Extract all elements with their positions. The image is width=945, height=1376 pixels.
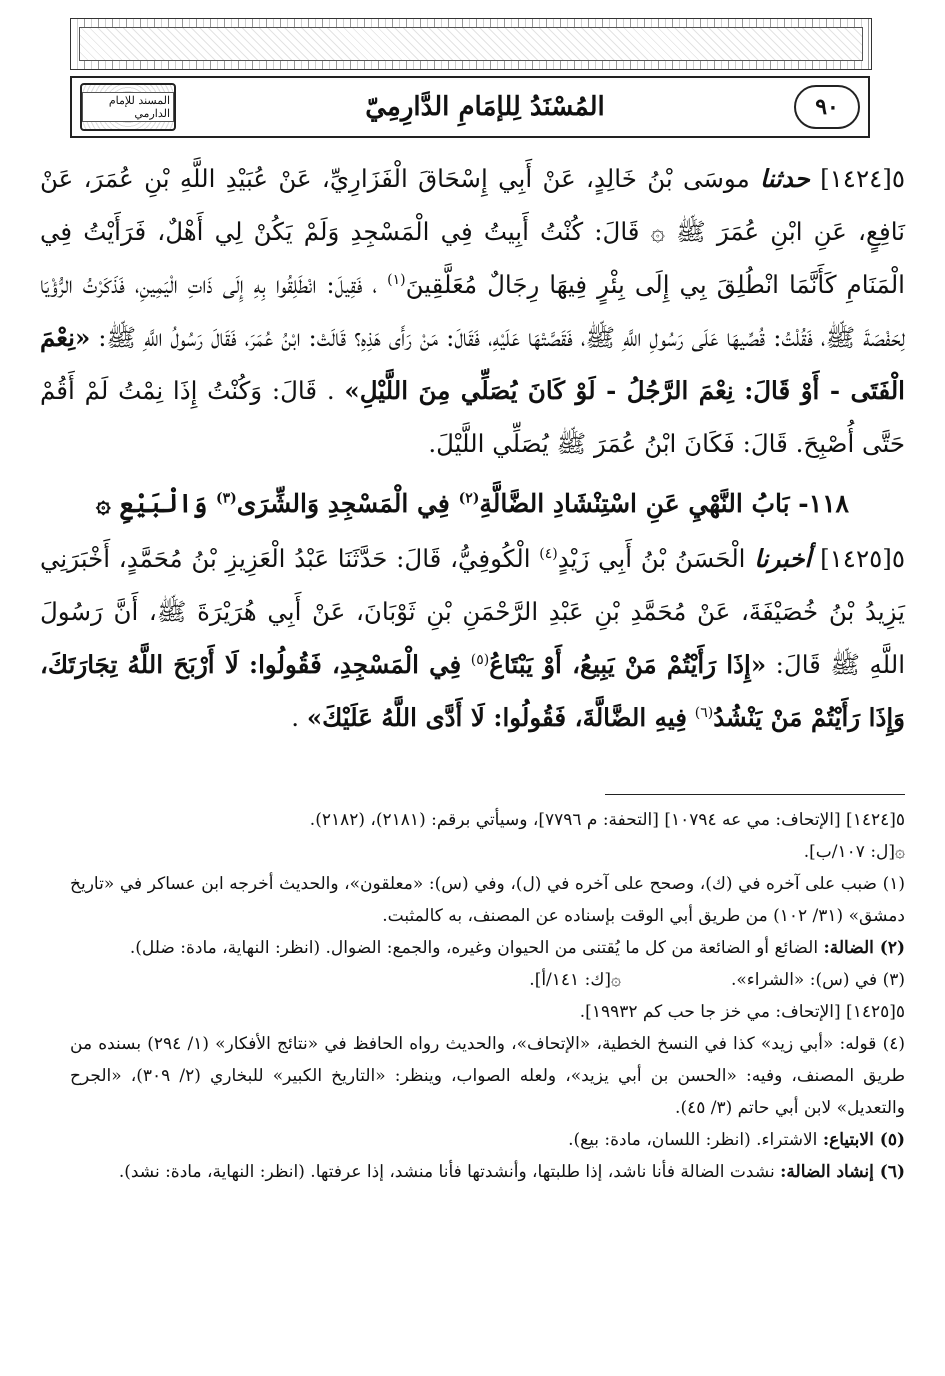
footnote-3-row <box>70 964 905 996</box>
footnote-manuscript-ref: ۞[ك: ١٤١/أ]. <box>529 970 621 990</box>
chapter-title: فِي الْمَسْجِدِ وَالشِّرَى <box>236 489 450 518</box>
footnotes <box>70 804 905 1188</box>
footnote-ref-2[interactable]: (٢) <box>458 490 480 507</box>
footnote-ref-3[interactable]: (٣) <box>215 490 237 507</box>
book-emblem-icon <box>80 83 176 131</box>
footnote-text: الاشتراء. (انظر: اللسان، مادة: بيع). <box>568 1130 818 1150</box>
narration-verb: أخبرنا <box>754 544 812 573</box>
chapter-heading <box>40 482 905 526</box>
footnote-1: (١) ضبب على آخره في (ك)، وصحح على آخره في (ل)، وفي (س): «معلقون»، والحديث أخرجه ابن عساكر في «تاريخ دمشق» (٣١/ ١٠٢) من طريق أبي الوقت بإسناده عن المصنف، به كالمثبت. <box>70 874 905 926</box>
footnote-text: نشدت الضالة فأنا ناشد، إذا طلبتها، وأنشدتها فأنا منشد، إذا عرفتها. (انظر: النهاية، مادة: نشد). <box>118 1162 775 1182</box>
hadith-text: . قَالَ: وَكُنْتُ إِذَا نِمْتُ لَمْ أَقُمْ حَتَّى أُصْبِحَ. قَالَ: فَكَانَ ابْنُ عُمَرَ ﷺ يُصَلِّي اللَّيْلَ. <box>40 376 905 458</box>
prophetic-quote: «نِعْمَ الْفَتَى - أَوْ قَالَ: نِعْمَ الرَّجُلُ - لَوْ كَانَ يُصَلِّي مِنَ اللَّيْلِ» <box>40 323 905 405</box>
footnote-term: (٥) الابتياع: <box>822 1130 905 1150</box>
hadith-1424 <box>40 152 905 470</box>
page-header <box>70 76 870 138</box>
hadith-text: الْحَسَنُ بْنُ أَبِي زَيْدٍ <box>557 544 746 573</box>
hadith-end: . <box>291 703 300 732</box>
footnote-4: (٤) قوله: «أبي زيد» كذا في النسخ الخطية، «الإتحاف»، والحديث رواه الحافظ في «نتائج الأفكار» (١/ ٢٩٤) بسنده من طريق المصنف، وفيه: «الحسن بن أبي يزيد»، ولعله الصواب، وينظر: «التاريخ الكبير» للبخاري (٢/ ٣٠٩)، «الجرح والتعديل» لابن أبي حاتم (٣/ ٤٥). <box>70 1034 906 1118</box>
footnote-5 <box>70 1124 905 1156</box>
footnote-ref-5[interactable]: (٥) <box>470 651 490 668</box>
hadith-text: موسَى بْنُ خَالِدٍ، عَنْ أَبِي إِسْحَاقَ الْفَزَارِيِّ، عَنْ عُبَيْدِ اللَّهِ بْنِ عُمَرَ، عَنْ نَافِعٍ، عَنِ ابْنِ عُمَرَ ﷺ ۞ قَالَ: كُنْتُ أَبِيتُ فِي الْمَسْجِدِ وَلَمْ يَكُنْ لِي أَهْلٌ، فَرَأَيْتُ فِي الْمَنَامِ كَأَنَّمَا انْطُلِقَ بِي إِلَى بِئْرٍ فِيهَا رِجَالٌ مُعَلَّقِينَ <box>40 164 905 299</box>
footnote-divider <box>605 794 905 795</box>
footnote-hadith-1424: ٥[١٤٢٤] [الإتحاف: مي عه ١٠٧٩٤] [التحفة: م ٧٧٩٦]، وسيأتي برقم: (٢١٨١)، (٢١٨٢). <box>309 810 905 830</box>
footnote-ref-4[interactable]: (٤) <box>539 545 558 562</box>
footnote-3: (٣) في (س): «الشراء». <box>730 970 905 990</box>
prophetic-quote: فِي الْمَسْجِدِ، فَقُولُوا: لَا أَرْبَحَ اللَّهُ تِجَارَتَكَ، وَإِذَا رَأَيْتُمْ مَنْ يَنْشُدُ <box>40 650 905 732</box>
hadith-number: ٥[١٤٢٥] <box>820 544 905 573</box>
book-title: المُسْنَدُ لِلإمَامِ الدَّارِمِيّ <box>365 92 605 122</box>
footnote-term: (٢) الضالة: <box>823 938 905 958</box>
footnote-2 <box>70 932 905 964</box>
hadith-number: ٥[١٤٢٤] <box>820 164 905 193</box>
decorative-border-strip <box>70 18 872 70</box>
page-number: ٩٠ <box>794 85 860 129</box>
footnote-ref-6[interactable]: (٦) <box>694 704 714 721</box>
chapter-title: ١١٨- بَابُ النَّهْيِ عَنِ اسْتِنْشَادِ الضَّالَّةِ <box>479 489 849 518</box>
footnote-term: (٦) إنشاد الضالة: <box>780 1162 905 1182</box>
footnote-manuscript-ref: ۞[ل: ١٠٧/ب]. <box>803 842 905 862</box>
ornament-band <box>79 27 863 61</box>
hadith-text: الْكُوفِيُّ، قَالَ: حَدَّثَنَا عَبْدُ الْعَزِيزِ بْنُ مُحَمَّدٍ، أَخْبَرَنِي يَزِيدُ بْنُ خُصَيْفَةَ، عَنْ مُحَمَّدِ بْنِ عَبْدِ الرَّحْمَنِ بْنِ ثَوْبَانَ، عَنْ أَبِي هُرَيْرَةَ ﷺ، أَنَّ رَسُولَ اللَّهِ ﷺ قَالَ: <box>40 544 906 679</box>
chapter-title: وَالْبَيْعِ ۞ <box>96 489 208 518</box>
prophetic-quote: «إِذَا رَأَيْتُمْ مَنْ يَبِيعُ، أَوْ يَبْتَاعُ <box>489 650 767 679</box>
hadith-text: ، فَقِيلَ: انْطَلِقُوا بِهِ إِلَى ذَاتِ الْيَمِينِ، فَذَكَرْتُ الرُّؤْيَا لِحَفْصَةَ ﷺ، فَقُلْتُ: قُصِّيهَا عَلَى رَسُولِ اللَّهِ ﷺ، فَقَصَّتْهَا عَلَيْهِ، فَقَالَ: مَنْ رَأَى هَذِهِ؟ قَالَتْ: ابْنُ عُمَرَ، فَقَالَ رَسُولُ اللَّهِ ﷺ: <box>40 270 905 352</box>
footnote-ref-1[interactable]: (١) <box>387 271 406 288</box>
footnote-hadith-1425: ٥[١٤٢٥] [الإتحاف: مي خز جا حب كم ١٩٩٣٢]. <box>579 1002 905 1022</box>
hadith-1425 <box>40 532 905 744</box>
narration-verb: حدثنا <box>760 164 810 193</box>
footnote-text: الضائع أو الضائعة من كل ما يُقتنى من الحيوان وغيره، والجمع: الضوال. (انظر: النهاية، مادة: ضلل). <box>129 938 819 958</box>
main-text <box>40 152 905 744</box>
prophetic-quote: فِيهِ الضَّالَّةَ، فَقُولُوا: لَا أَدَّى اللَّهُ عَلَيْكَ» <box>306 703 687 732</box>
footnote-6 <box>70 1156 905 1188</box>
emblem-text: المسند للإمام الدارمي <box>82 92 174 122</box>
